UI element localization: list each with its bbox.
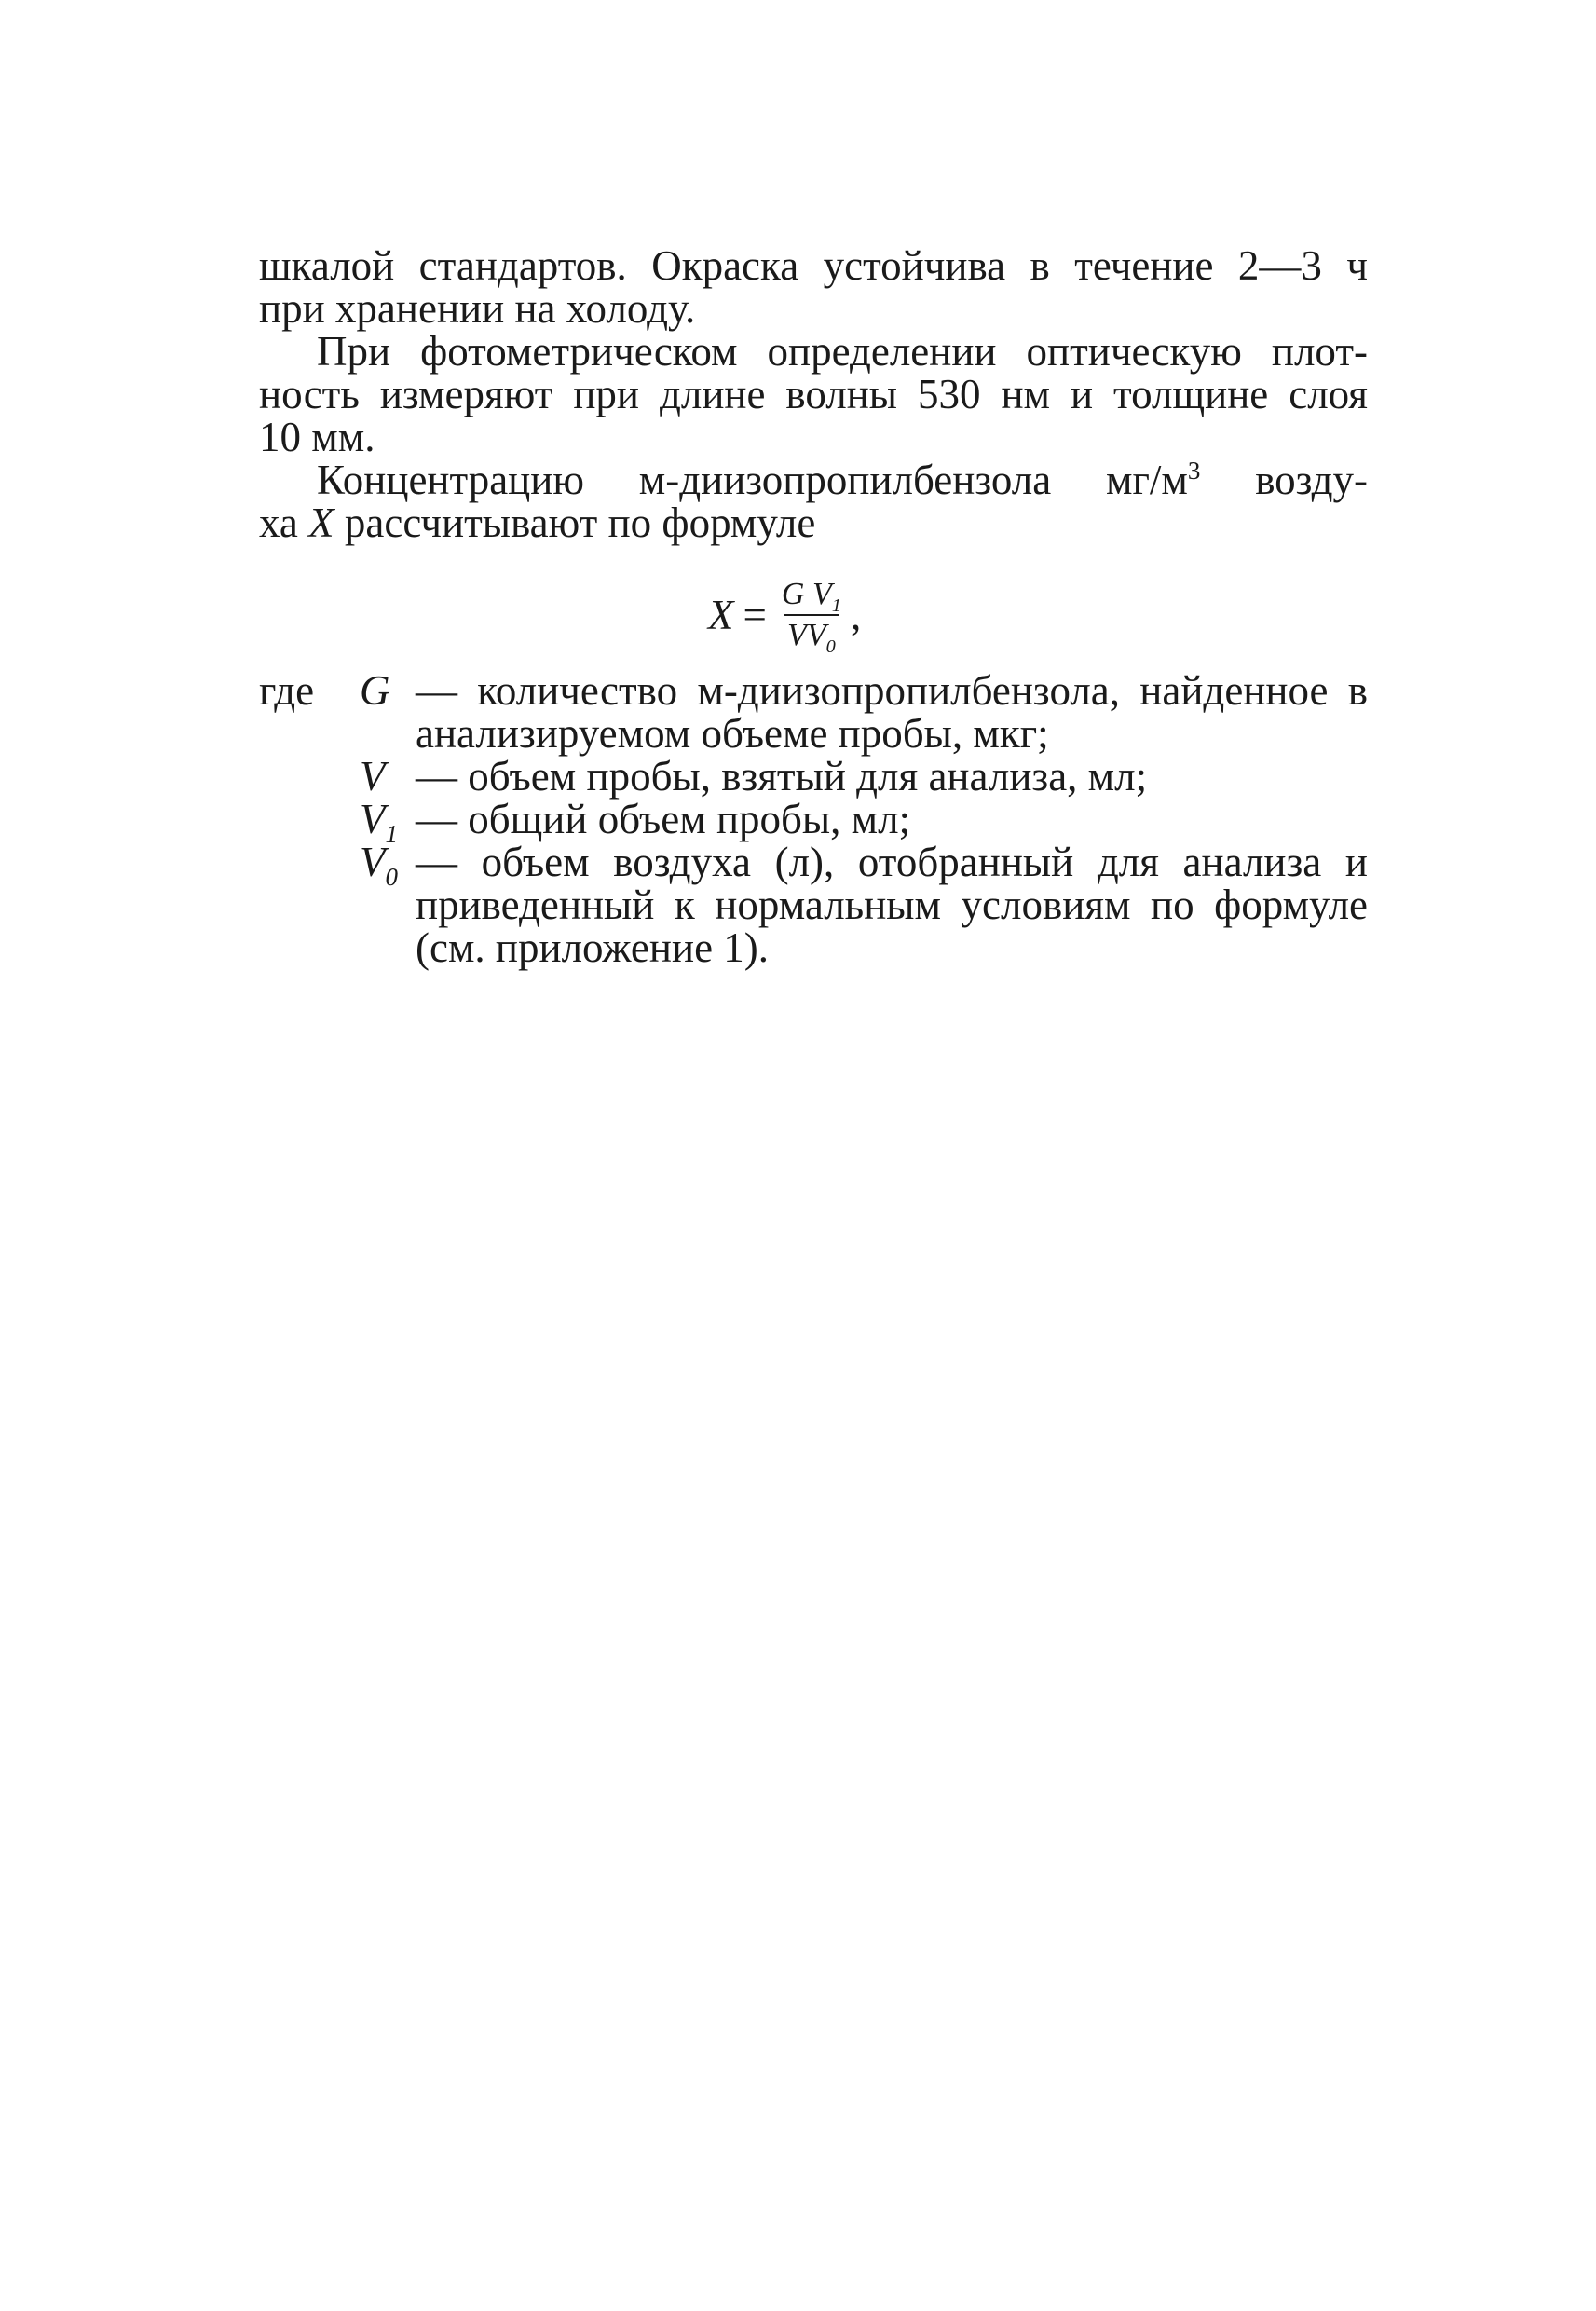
subscript: 0 <box>825 636 836 657</box>
symbol-v: V <box>812 577 832 611</box>
definition-text: — объем пробы, взятый для анализа, мл; <box>416 753 1148 800</box>
definition-symbol <box>360 841 416 969</box>
text-line: при хранении на холоду. <box>259 285 696 332</box>
symbol: V <box>360 796 386 842</box>
definition-symbol <box>360 755 416 798</box>
formula-equals: = <box>743 592 767 638</box>
subscript: 0 <box>385 863 398 891</box>
text-line: 10 мм. <box>259 414 375 460</box>
definitions-lead: где <box>259 667 315 714</box>
definition-text: — объем воздуха (л), отобранный для анализа и приведенный к нормальным условиям по формуле (см. приложение 1). <box>416 839 1368 971</box>
formula-comma: , <box>850 592 862 638</box>
subscript: 1 <box>385 820 398 848</box>
definitions-spacer <box>259 755 360 798</box>
definition-symbol <box>360 796 416 848</box>
definition-symbol <box>360 669 416 755</box>
paragraph-1 <box>259 244 1368 330</box>
definitions-list <box>259 669 1368 969</box>
definition-text: — количество м-диизопропилбензола, найденное в анализируемом объеме пробы, мкг; <box>416 667 1368 757</box>
text-fragment: возду- <box>1200 457 1368 503</box>
symbol: V <box>360 839 386 885</box>
symbol-v: V <box>787 618 807 652</box>
definition-row <box>259 796 1368 848</box>
symbol: V <box>360 753 386 800</box>
paragraph-3 <box>259 458 1368 544</box>
text-line: шкалой стандартов. Окраска устойчива в течение 2—3 ч <box>259 242 1368 289</box>
text-line <box>259 458 1368 501</box>
concentration-formula <box>708 577 862 657</box>
definition-text: — общий объем пробы, мл; <box>416 796 911 842</box>
variable-x: X <box>308 499 334 546</box>
text-fragment: Концентрацию м-диизопропилбензола мг/м <box>317 457 1188 503</box>
superscript: 3 <box>1187 457 1201 485</box>
formula-lhs: X <box>708 592 734 638</box>
definition-row <box>259 841 1368 969</box>
text-fragment: рассчитывают по формуле <box>334 499 816 546</box>
text-line: ность измеряют при длине волны 530 нм и толщине слоя <box>259 371 1368 417</box>
formula-numerator <box>778 578 845 614</box>
definitions-spacer <box>259 798 360 841</box>
symbol-v: V <box>806 618 826 652</box>
definition-row <box>259 755 1368 798</box>
body-text <box>259 244 1368 544</box>
symbol-g: G <box>781 577 805 611</box>
symbol: G <box>360 667 390 714</box>
subscript: 1 <box>831 595 841 616</box>
text-line: При фотометрическом определении оптическую плот- <box>317 328 1368 375</box>
formula-fraction <box>778 577 845 657</box>
definition-row <box>259 669 1368 755</box>
text-line <box>259 501 1368 544</box>
definitions-spacer <box>259 841 360 969</box>
text-fragment: ха <box>259 499 309 546</box>
formula-denominator <box>784 614 839 657</box>
paragraph-2 <box>259 330 1368 458</box>
